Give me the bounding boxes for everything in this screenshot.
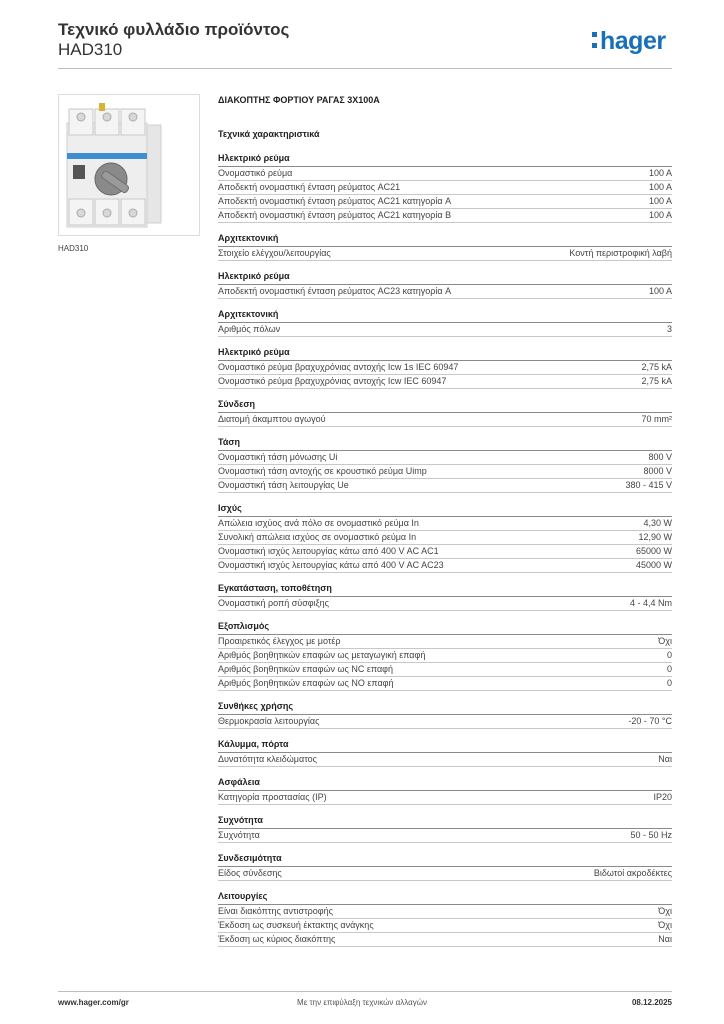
spec-row bbox=[218, 361, 672, 375]
spec-label: Αριθμός βοηθητικών επαφών ως NC επαφή bbox=[218, 664, 393, 674]
switch-illustration bbox=[59, 95, 199, 235]
spec-row bbox=[218, 375, 672, 389]
spec-label: Ονομαστικό ρεύμα βραχυχρόνιας αντοχής Icw IEC 60947 bbox=[218, 376, 447, 386]
spec-label: Αποδεκτή ονομαστική ένταση ρεύματος AC21 bbox=[218, 182, 401, 192]
spec-label: Αριθμός πόλων bbox=[218, 324, 281, 334]
spec-label: Έκδοση ως συσκευή έκτακτης ανάγκης bbox=[218, 920, 374, 930]
spec-row bbox=[218, 635, 672, 649]
spec-label: Είδος σύνδεσης bbox=[218, 868, 282, 878]
spec-value: Ναι bbox=[658, 754, 672, 764]
spec-group-title: Αρχιτεκτονική bbox=[218, 309, 672, 323]
spec-group bbox=[218, 891, 672, 947]
spec-group-title: Εξοπλισμός bbox=[218, 621, 672, 635]
spec-row bbox=[218, 649, 672, 663]
spec-row bbox=[218, 663, 672, 677]
spec-group-title: Κάλυμμα, πόρτα bbox=[218, 739, 672, 753]
spec-label: Συχνότητα bbox=[218, 830, 260, 840]
spec-row bbox=[218, 167, 672, 181]
spec-label: Αποδεκτή ονομαστική ένταση ρεύματος AC21 κατηγορία A bbox=[218, 196, 452, 206]
spec-group-title: Λειτουργίες bbox=[218, 891, 672, 905]
spec-row bbox=[218, 791, 672, 805]
spec-groups bbox=[218, 153, 672, 947]
spec-group bbox=[218, 503, 672, 573]
spec-group-title: Τάση bbox=[218, 437, 672, 451]
spec-row bbox=[218, 413, 672, 427]
spec-label: Ονομαστική ροπή σύσφιξης bbox=[218, 598, 329, 608]
spec-group-title: Συχνότητα bbox=[218, 815, 672, 829]
spec-label: Κατηγορία προστασίας (IP) bbox=[218, 792, 327, 802]
spec-label: Ονομαστική τάση λειτουργίας Ue bbox=[218, 480, 349, 490]
spec-row bbox=[218, 919, 672, 933]
spec-label: Συνολική απώλεια ισχύος σε ονομαστικό ρεύμα In bbox=[218, 532, 417, 542]
spec-value: 0 bbox=[666, 664, 672, 674]
spec-value: 8000 V bbox=[643, 466, 672, 476]
spec-row bbox=[218, 867, 672, 881]
spec-group-title: Αρχιτεκτονική bbox=[218, 233, 672, 247]
spec-value: 70 mm² bbox=[641, 414, 672, 424]
spec-value: 3 bbox=[666, 324, 672, 334]
spec-group-title: Ισχύς bbox=[218, 503, 672, 517]
spec-group bbox=[218, 309, 672, 337]
spec-value: Όχι bbox=[658, 636, 672, 646]
spec-group-title: Σύνδεση bbox=[218, 399, 672, 413]
spec-row bbox=[218, 517, 672, 531]
spec-label: Δυνατότητα κλειδώματος bbox=[218, 754, 317, 764]
spec-group bbox=[218, 777, 672, 805]
logo-dots-icon bbox=[592, 30, 597, 50]
spec-value: Όχι bbox=[658, 920, 672, 930]
product-image bbox=[58, 94, 200, 236]
spec-row bbox=[218, 933, 672, 947]
spec-value: 2,75 kA bbox=[641, 362, 672, 372]
spec-group bbox=[218, 583, 672, 611]
spec-value: 65000 W bbox=[635, 546, 672, 556]
spec-group bbox=[218, 621, 672, 691]
product-code: HAD310 bbox=[58, 40, 123, 59]
spec-value: 0 bbox=[666, 678, 672, 688]
spec-label: Αποδεκτή ονομαστική ένταση ρεύματος AC21 κατηγορία B bbox=[218, 210, 452, 220]
spec-group-title: Εγκατάσταση, τοποθέτηση bbox=[218, 583, 672, 597]
hager-logo bbox=[592, 28, 666, 54]
footer-date: 08.12.2025 bbox=[631, 998, 672, 1007]
spec-label: Ονομαστικό ρεύμα bbox=[218, 168, 293, 178]
header-divider bbox=[58, 68, 672, 69]
spec-group-title: Ηλεκτρικό ρεύμα bbox=[218, 347, 672, 361]
spec-row bbox=[218, 545, 672, 559]
spec-label: Απώλεια ισχύος ανά πόλο σε ονομαστικό ρεύμα In bbox=[218, 518, 419, 528]
spec-label: Αριθμός βοηθητικών επαφών ως NO επαφή bbox=[218, 678, 394, 688]
spec-value: 380 - 415 V bbox=[625, 480, 672, 490]
spec-value: Βιδωτοί ακροδέκτες bbox=[593, 868, 672, 878]
spec-label: Στοιχείο ελέγχου/λειτουργίας bbox=[218, 248, 331, 258]
spec-group bbox=[218, 701, 672, 729]
spec-label: Ονομαστική τάση αντοχής σε κρουστικό ρεύμα Uimp bbox=[218, 466, 427, 476]
spec-group-title: Συνδεσιμότητα bbox=[218, 853, 672, 867]
spec-group bbox=[218, 437, 672, 493]
spec-row bbox=[218, 531, 672, 545]
spec-group bbox=[218, 739, 672, 767]
spec-value: 100 A bbox=[648, 210, 672, 220]
spec-group-title: Ηλεκτρικό ρεύμα bbox=[218, 153, 672, 167]
spec-group-title: Συνθήκες χρήσης bbox=[218, 701, 672, 715]
image-caption: HAD310 bbox=[58, 244, 89, 253]
spec-label: Έκδοση ως κύριος διακόπτης bbox=[218, 934, 336, 944]
spec-value: 100 A bbox=[648, 286, 672, 296]
spec-label: Προαιρετικός έλεγχος με μοτέρ bbox=[218, 636, 341, 646]
spec-value: Ναι bbox=[658, 934, 672, 944]
spec-row bbox=[218, 323, 672, 337]
spec-row bbox=[218, 753, 672, 767]
spec-value: -20 - 70 °C bbox=[628, 716, 672, 726]
section-heading: Τεχνικά χαρακτηριστικά bbox=[218, 129, 320, 139]
spec-label: Θερμοκρασία λειτουργίας bbox=[218, 716, 320, 726]
spec-label: Αριθμός βοηθητικών επαφών ως μεταγωγική επαφή bbox=[218, 650, 426, 660]
spec-group-title: Ηλεκτρικό ρεύμα bbox=[218, 271, 672, 285]
spec-row bbox=[218, 715, 672, 729]
spec-value: IP20 bbox=[653, 792, 672, 802]
spec-row bbox=[218, 209, 672, 223]
spec-label: Ονομαστική τάση μόνωσης Ui bbox=[218, 452, 338, 462]
spec-value: 45000 W bbox=[635, 560, 672, 570]
spec-group bbox=[218, 815, 672, 843]
spec-row bbox=[218, 195, 672, 209]
spec-row bbox=[218, 479, 672, 493]
spec-group-title: Ασφάλεια bbox=[218, 777, 672, 791]
spec-value: 100 A bbox=[648, 196, 672, 206]
spec-value: 800 V bbox=[648, 452, 672, 462]
spec-group bbox=[218, 233, 672, 261]
spec-group bbox=[218, 853, 672, 881]
spec-row bbox=[218, 559, 672, 573]
spec-sheet bbox=[218, 95, 672, 947]
spec-row bbox=[218, 285, 672, 299]
spec-label: Διατομή άκαμπτου αγωγού bbox=[218, 414, 326, 424]
spec-row bbox=[218, 451, 672, 465]
spec-row bbox=[218, 677, 672, 691]
spec-value: 50 - 50 Hz bbox=[630, 830, 672, 840]
document-title: ΔΙΑΚΟΠΤΗΣ ΦΟΡΤΙΟΥ ΡΑΓΑΣ 3Χ100Α bbox=[218, 95, 380, 105]
spec-value: 100 A bbox=[648, 168, 672, 178]
spec-group bbox=[218, 153, 672, 223]
spec-row bbox=[218, 597, 672, 611]
spec-row bbox=[218, 465, 672, 479]
footer-notice: Με την επιφύλαξη τεχνικών αλλαγών bbox=[297, 998, 427, 1007]
spec-value: 4,30 W bbox=[643, 518, 672, 528]
spec-group bbox=[218, 399, 672, 427]
spec-label: Ονομαστική ισχύς λειτουργίας κάτω από 400 V AC AC23 bbox=[218, 560, 444, 570]
spec-group bbox=[218, 271, 672, 299]
spec-row bbox=[218, 905, 672, 919]
spec-value: 4 - 4,4 Nm bbox=[629, 598, 672, 608]
spec-group bbox=[218, 347, 672, 389]
spec-value: 0 bbox=[666, 650, 672, 660]
spec-row bbox=[218, 829, 672, 843]
spec-label: Ονομαστικό ρεύμα βραχυχρόνιας αντοχής Icw 1s IEC 60947 bbox=[218, 362, 459, 372]
spec-row bbox=[218, 181, 672, 195]
spec-value: 12,90 W bbox=[638, 532, 672, 542]
spec-row bbox=[218, 247, 672, 261]
spec-value: Όχι bbox=[658, 906, 672, 916]
spec-value: 2,75 kA bbox=[641, 376, 672, 386]
footer-divider bbox=[58, 991, 672, 992]
spec-value: 100 A bbox=[648, 182, 672, 192]
spec-value: Κοντή περιστροφική λαβή bbox=[569, 248, 672, 258]
page-title: Τεχνικό φυλλάδιο προϊόντος bbox=[58, 20, 290, 39]
spec-label: Ονομαστική ισχύς λειτουργίας κάτω από 400 V AC AC1 bbox=[218, 546, 439, 556]
logo-text: hager bbox=[600, 27, 666, 55]
footer-website: www.hager.com/gr bbox=[58, 998, 129, 1007]
spec-label: Αποδεκτή ονομαστική ένταση ρεύματος AC23 κατηγορία A bbox=[218, 286, 452, 296]
spec-label: Είναι διακόπτης αντιστροφής bbox=[218, 906, 333, 916]
